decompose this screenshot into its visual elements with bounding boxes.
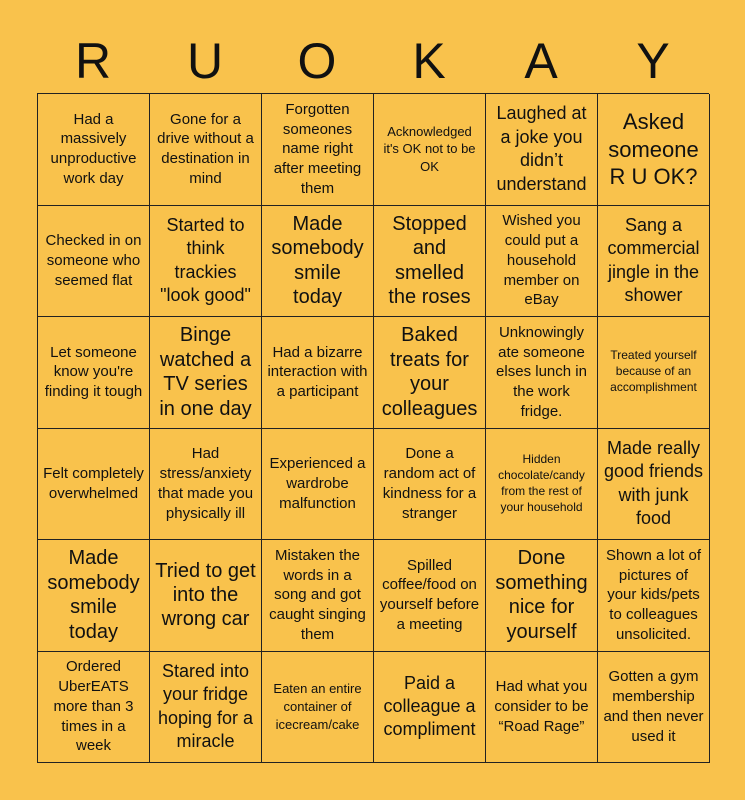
header-letter-r: R [74,33,112,89]
bingo-cell[interactable]: Had what you consider to be “Road Rage” [486,652,598,764]
bingo-cell[interactable]: Baked treats for your colleagues [374,317,486,429]
bingo-cell[interactable]: Experienced a wardrobe malfunction [262,429,374,541]
header-letter-k: K [412,33,446,89]
header-letter-a: A [524,33,558,89]
bingo-cell[interactable]: Stared into your fridge hoping for a miracle [150,652,262,764]
bingo-cell[interactable]: Made somebody smile today [38,540,150,652]
bingo-cell[interactable]: Done something nice for yourself [486,540,598,652]
bingo-cell[interactable]: Binge watched a TV series in one day [150,317,262,429]
bingo-cell[interactable]: Acknowledged it's OK not to be OK [374,94,486,206]
bingo-cell[interactable]: Eaten an entire container of icecream/cake [262,652,374,764]
bingo-cell[interactable]: Had a massively unproductive work day [38,94,150,206]
bingo-cell[interactable]: Had a bizarre interaction with a participant [262,317,374,429]
bingo-header [37,28,709,94]
bingo-cell[interactable]: Wished you could put a household member on eBay [486,206,598,318]
bingo-cell[interactable]: Let someone know you're finding it tough [38,317,150,429]
bingo-cell[interactable]: Paid a colleague a compliment [374,652,486,764]
bingo-cell[interactable]: Treated yourself because of an accomplishment [598,317,710,429]
bingo-cell[interactable]: Started to think trackies "look good" [150,206,262,318]
bingo-cell[interactable]: Done a random act of kindness for a stranger [374,429,486,541]
bingo-cell[interactable]: Made somebody smile today [262,206,374,318]
bingo-cell[interactable]: Ordered UberEATS more than 3 times in a week [38,652,150,764]
bingo-cell[interactable]: Stopped and smelled the roses [374,206,486,318]
header-letter-o: O [297,33,337,89]
bingo-cell[interactable]: Checked in on someone who seemed flat [38,206,150,318]
bingo-cell[interactable]: Hidden chocolate/candy from the rest of your household [486,429,598,541]
header-letter-u: U [186,33,224,89]
bingo-cell[interactable]: Gone for a drive without a destination in mind [150,94,262,206]
bingo-cell[interactable]: Felt completely overwhelmed [38,429,150,541]
bingo-cell[interactable]: Unknowingly ate someone elses lunch in the work fridge. [486,317,598,429]
bingo-cell[interactable]: Tried to get into the wrong car [150,540,262,652]
bingo-cell[interactable]: Spilled coffee/food on yourself before a meeting [374,540,486,652]
bingo-cell[interactable]: Mistaken the words in a song and got caught singing them [262,540,374,652]
bingo-cell[interactable]: Made really good friends with junk food [598,429,710,541]
bingo-cell[interactable]: Sang a commercial jingle in the shower [598,206,710,318]
bingo-board [37,93,709,763]
bingo-cell[interactable]: Had stress/anxiety that made you physically ill [150,429,262,541]
bingo-cell[interactable]: Laughed at a joke you didn’t understand [486,94,598,206]
bingo-cell[interactable]: Gotten a gym membership and then never used it [598,652,710,764]
header-letter-y: Y [636,33,670,89]
bingo-cell[interactable]: Shown a lot of pictures of your kids/pets to colleagues unsolicited. [598,540,710,652]
bingo-cell[interactable]: Asked someone R U OK? [598,94,710,206]
bingo-cell[interactable]: Forgotten someones name right after meeting them [262,94,374,206]
